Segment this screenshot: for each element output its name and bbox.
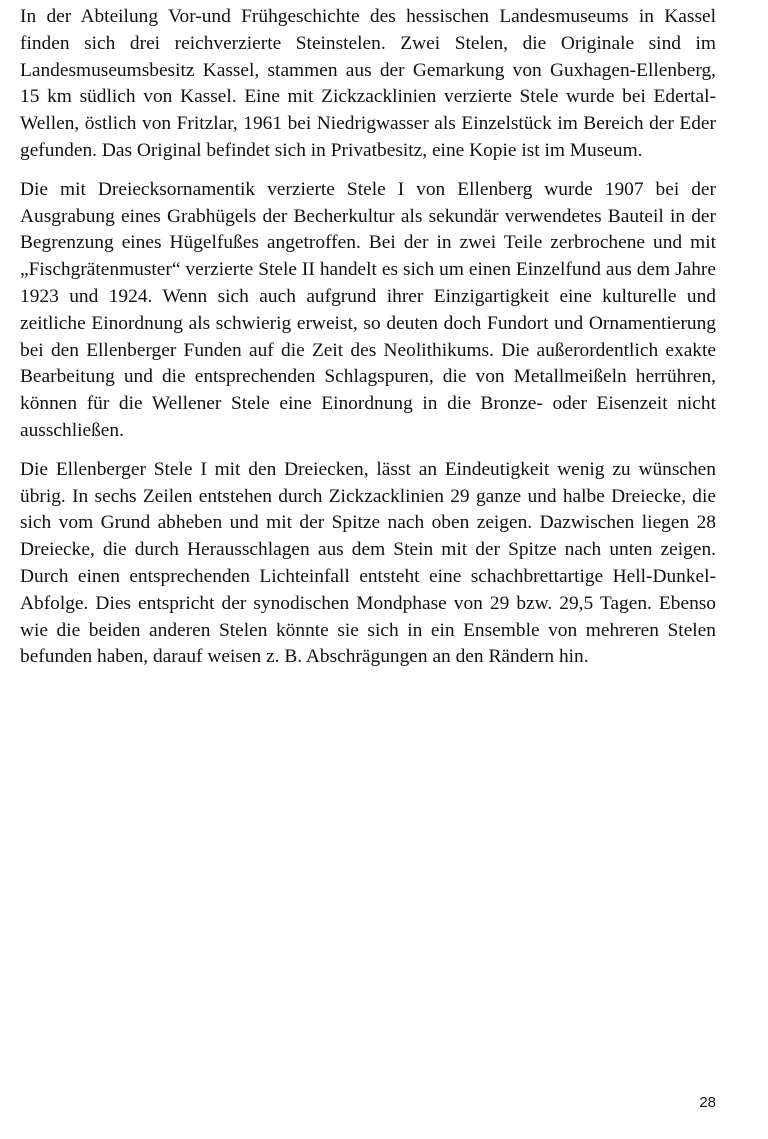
page-number: 28 <box>699 1094 716 1111</box>
paragraph-3: Die Ellenberger Stele I mit den Dreiecken, lässt an Eindeutigkeit wenig zu wünschen übrig. In sechs Zeilen entstehen durch Zickzacklinien 29 ganze und halbe Dreiecke, die sich vom Grund abheben und mit der Spitze nach oben zeigen. Dazwischen liegen 28 Dreiecke, die durch Herausschlagen aus dem Stein mit der Spitze nach unten zeigen. Durch einen entsprechenden Lichteinfall entsteht eine schachbrettartige Hell-Dunkel-Abfolge. Dies entspricht der synodischen Mondphase von 29 bzw. 29,5 Tagen. Ebenso wie die beiden anderen Stelen könnte sie sich in ein Ensemble von mehreren Stelen befunden haben, darauf weisen z. B. Abschrägungen an den Rändern hin. <box>20 458 716 668</box>
paragraph-2: Die mit Dreiecksornamentik verzierte Stele I von Ellenberg wurde 1907 bei der Ausgrabung eines Grabhügels der Becherkultur als sekundär verwendetes Bauteil in der Begrenzung eines Hügelfußes angetroffen. Bei der in zwei Teile zerbrochene und mit „Fischgrätenmuster“ verzierte Stele II handelt es sich um einen Einzelfund aus dem Jahre 1923 und 1924. Wenn sich auch aufgrund ihrer Einzigartigkeit eine kulturelle und zeitliche Einordnung als schwierig erweist, so deuten doch Fundort und Ornamentierung bei den Ellenberger Funden auf die Zeit des Neolithikums. Die außerordentlich exakte Bearbeitung und die entsprechenden Schlagspuren, die von Metallmeißeln herrühren, können für die Wellener Stele eine Einordnung in die Bronze- oder Eisenzeit nicht ausschließen. <box>20 178 716 441</box>
body-text <box>20 4 716 683</box>
document-page <box>20 0 716 1139</box>
paragraph-1: In der Abteilung Vor-und Frühgeschichte des hessischen Landesmuseums in Kassel finden sich drei reichverzierte Steinstelen. Zwei Stelen, die Originale sind im Landesmuseumsbesitz Kassel, stammen aus der Gemarkung von Guxhagen-Ellenberg, 15 km südlich von Kassel. Eine mit Zickzacklinien verzierte Stele wurde bei Edertal-Wellen, östlich von Fritzlar, 1961 bei Niedrigwasser als Einzelstück im Bereich der Eder gefunden. Das Original befindet sich in Privatbesitz, eine Kopie ist im Museum. <box>20 6 716 161</box>
